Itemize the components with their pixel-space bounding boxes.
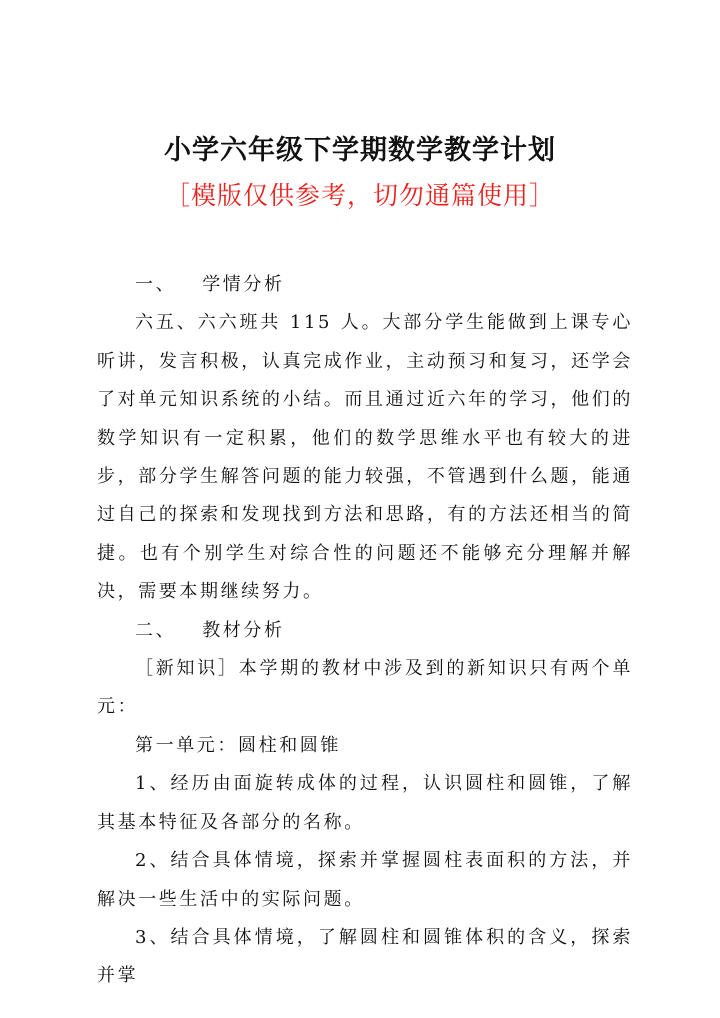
template-notice: ［模版仅供参考，切勿通篇使用］: [164, 181, 555, 210]
section-title: 学情分析: [202, 274, 285, 295]
list-item: 2、结合具体情境，探索并掌握圆柱表面积的方法，并解决一些生活中的实际问题。: [97, 850, 633, 910]
section-heading-2: [97, 612, 633, 650]
document-title: 小学六年级下学期数学教学计划: [164, 135, 556, 166]
list-item: 1、经历由面旋转成体的过程，认识圆柱和圆锥，了解其基本特征及各部分的名称。: [97, 773, 633, 833]
section-number: 一、: [135, 274, 177, 295]
document-body: [97, 266, 633, 996]
paragraph-student-analysis: 六五、六六班共 115 人。大部分学生能做到上课专心听讲，发言积极，认真完成作业，主动预习和复习，还学会了对单元知识系统的小结。而且通过近六年的学习，他们的数学知识有一定积累，他们的数学思维水平也有较大的进步，部分学生解答问题的能力较强，不管遇到什么题，能通过自己的探索和发现找到方法和思路，有的方法还相当的简捷。也有个别学生对综合性的问题还不能够充分理解并解决，需要本期继续努力。: [97, 312, 633, 603]
paragraph-new-knowledge: ［新知识］本学期的教材中涉及到的新知识只有两个单元：: [97, 658, 633, 718]
section-title: 教材分析: [202, 619, 285, 641]
unit-heading: 第一单元：圆柱和圆锥: [135, 734, 341, 756]
section-heading-1: [97, 266, 633, 304]
list-item: 3、结合具体情境，了解圆柱和圆锥体积的含义，探索并掌: [97, 926, 633, 987]
section-number: 二、: [135, 619, 177, 641]
